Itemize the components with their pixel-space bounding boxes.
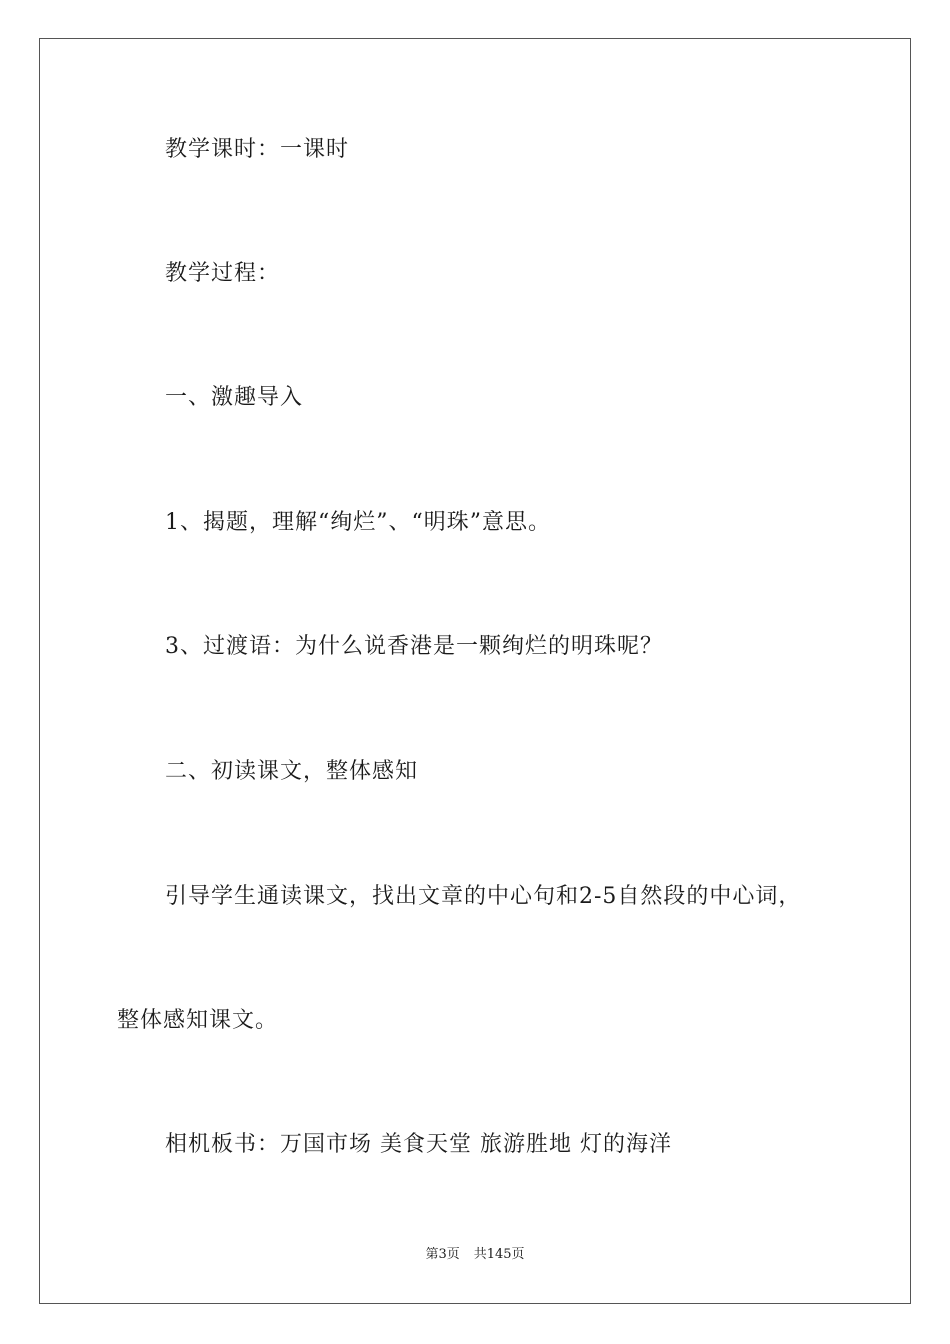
paragraph-guidance: 引导学生通读课文，找出文章的中心句和2-5自然段的中心词， bbox=[165, 884, 802, 909]
paragraph-process-heading: 教学过程： bbox=[165, 261, 281, 286]
section-heading-reading: 二、初读课文，整体感知 bbox=[165, 759, 419, 784]
paragraph-guidance-continued: 整体感知课文。 bbox=[117, 1008, 279, 1033]
page-number: 第3页 bbox=[425, 1247, 460, 1262]
paragraph-item-3: 3、过渡语：为什么说香港是一颗绚烂的明珠呢？ bbox=[165, 634, 663, 659]
paragraph-board-notes: 相机板书：万国市场 美食天堂 旅游胜地 灯的海洋 bbox=[165, 1132, 672, 1157]
page-border bbox=[39, 38, 911, 1304]
paragraph-lesson-hours: 教学课时：一课时 bbox=[165, 137, 350, 162]
page-total: 共145页 bbox=[473, 1247, 525, 1262]
page-footer bbox=[0, 1246, 950, 1264]
paragraph-item-1: 1、揭题，理解“绚烂”、“明珠”意思。 bbox=[165, 510, 551, 535]
section-heading-intro: 一、激趣导入 bbox=[165, 385, 304, 410]
